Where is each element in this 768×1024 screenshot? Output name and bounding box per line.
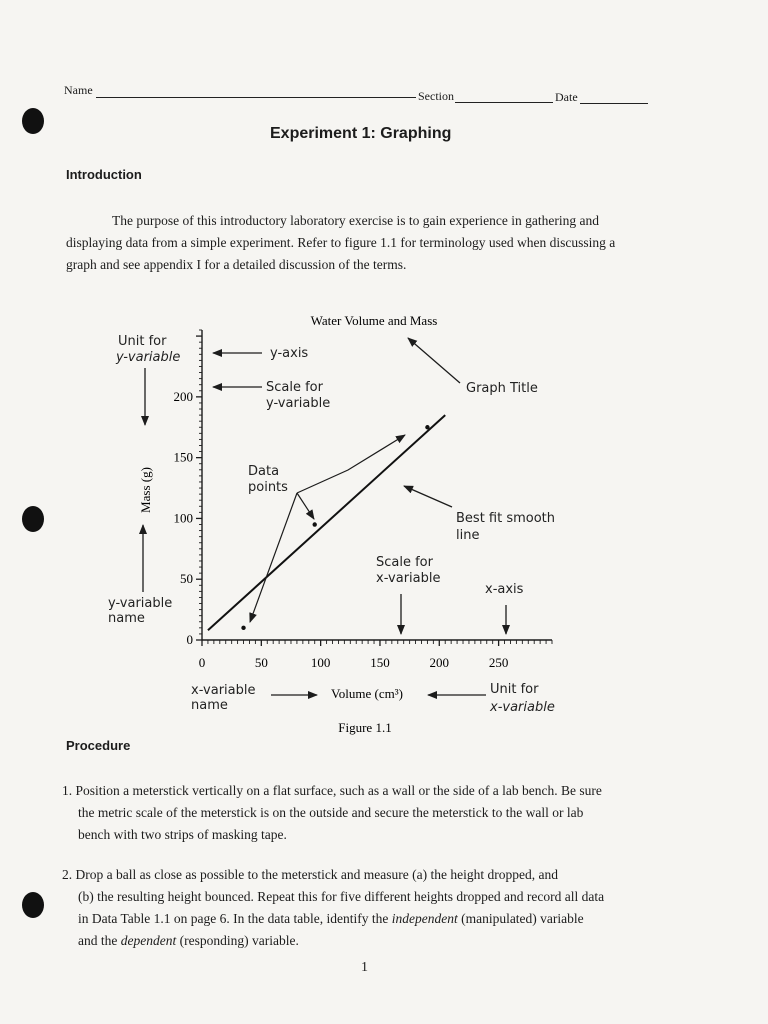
introduction-heading: Introduction: [66, 167, 142, 182]
x-tick-label: 250: [488, 655, 509, 670]
x-axis-title: Volume (cm³): [331, 686, 403, 701]
annotation-unit-for-x-line2: x-variable: [490, 700, 555, 715]
annotation-unit-for-x-line1: Unit for: [490, 682, 539, 697]
annotation-y-variable-name-line2: name: [108, 611, 145, 626]
data-point: [425, 425, 429, 429]
annotation-data-points-line1: Data: [248, 464, 280, 479]
annotation-scale-for-y-line2: y-variable: [266, 396, 331, 411]
y-tick-label: 200: [173, 388, 193, 404]
data-point: [313, 522, 317, 526]
best-fit-line: [208, 415, 445, 630]
y-tick-label: 0: [186, 632, 193, 647]
annotation-x-variable-name-line1: x-variable: [191, 683, 256, 698]
procedure-step-2: [62, 864, 742, 952]
step-2-line-2: (b) the resulting height bounced. Repeat this for five different heights dropped and record all data: [78, 889, 605, 904]
annotation-scale-for-x-line2: x-variable: [376, 571, 441, 586]
arrow-data-point-middle: [297, 493, 314, 519]
step-2-line-4-rest: (responding) variable.: [176, 933, 299, 948]
annotation-y-axis: y-axis: [270, 346, 309, 361]
binder-hole-top: [22, 108, 44, 134]
step-2-line-1: Drop a ball as close as possible to the meterstick and measure (a) the height dropped, and: [75, 867, 558, 882]
independent-term: independent: [391, 911, 458, 926]
intro-line-3: graph and see appendix I for a detailed discussion of the terms.: [66, 257, 407, 272]
name-label: Name: [64, 83, 93, 97]
chart-title: Water Volume and Mass: [310, 313, 438, 328]
step-2-line-4-text: and the: [78, 933, 121, 948]
page-title: Experiment 1: Graphing: [270, 125, 452, 142]
procedure-step-1: [62, 780, 742, 846]
procedure-heading: Procedure: [66, 738, 131, 753]
step-2-line-3-rest: (manipulated) variable: [457, 911, 584, 926]
step-2-line-3-text: in Data Table 1.1 on page 6. In the data table, identify the: [78, 911, 392, 926]
date-field[interactable]: [580, 103, 648, 104]
x-tick-label: 50: [254, 655, 268, 670]
name-field[interactable]: [96, 97, 416, 98]
step-2-line-4: [62, 930, 742, 952]
step-2-number: 2.: [62, 867, 73, 882]
x-tick-label: 150: [370, 655, 390, 670]
x-tick-label: 100: [310, 655, 331, 670]
annotation-best-fit-line2: line: [456, 528, 480, 543]
annotation-unit-for-y-line1: Unit for: [118, 334, 167, 349]
annotation-unit-for-y-line2: y-variable: [116, 350, 181, 365]
arrow-best-fit: [404, 486, 452, 507]
binder-hole-bottom: [22, 892, 44, 918]
y-axis-title: Mass (g): [138, 467, 153, 513]
annotation-scale-for-x-line1: Scale for: [376, 555, 433, 570]
intro-line-2: displaying data from a simple experiment. Refer to figure 1.1 for terminology used when discussing a: [66, 235, 616, 250]
figure-caption: Figure 1.1: [338, 720, 392, 735]
step-1-line-1: Position a meterstick vertically on a flat surface, such as a wall or the side of a lab bench. Be sure: [75, 783, 602, 798]
annotation-x-axis: x-axis: [485, 582, 524, 597]
section-label: Section: [418, 89, 454, 103]
annotation-scale-for-y-line1: Scale for: [266, 380, 323, 395]
annotation-y-variable-name-line1: y-variable: [108, 596, 173, 611]
annotation-data-points-line2: points: [248, 480, 288, 495]
step-1-line-3: bench with two strips of masking tape.: [78, 827, 287, 842]
step-2-line-3: [62, 908, 742, 930]
arrow-data-point-top: [297, 435, 405, 493]
x-tick-label: 200: [429, 655, 450, 670]
step-1-number: 1.: [62, 783, 73, 798]
annotation-x-variable-name-line2: name: [191, 698, 228, 713]
y-tick-label: 100: [173, 510, 193, 526]
y-tick-label: 50: [180, 571, 193, 587]
date-label: Date: [555, 90, 578, 104]
chart-marks: [208, 415, 445, 630]
data-point: [241, 626, 245, 630]
x-tick-label: 0: [198, 655, 206, 670]
dependent-term: dependent: [120, 933, 177, 948]
annotation-graph-title: Graph Title: [466, 381, 538, 396]
introduction-paragraph: [66, 210, 726, 276]
figure-1-1: [0, 300, 768, 740]
arrow-data-point-bottom: [250, 493, 297, 622]
intro-line-1: The purpose of this introductory laboratory exercise is to gain experience in gathering and: [112, 213, 599, 228]
annotation-best-fit-line1: Best fit smooth: [456, 511, 556, 526]
arrow-graph-title: [408, 338, 460, 383]
section-field[interactable]: [455, 102, 553, 103]
step-1-line-2: the metric scale of the meterstick is on the outside and secure the meterstick to the wall or lab: [78, 805, 584, 820]
page-number: 1: [361, 960, 368, 975]
y-tick-label: 150: [173, 449, 193, 465]
